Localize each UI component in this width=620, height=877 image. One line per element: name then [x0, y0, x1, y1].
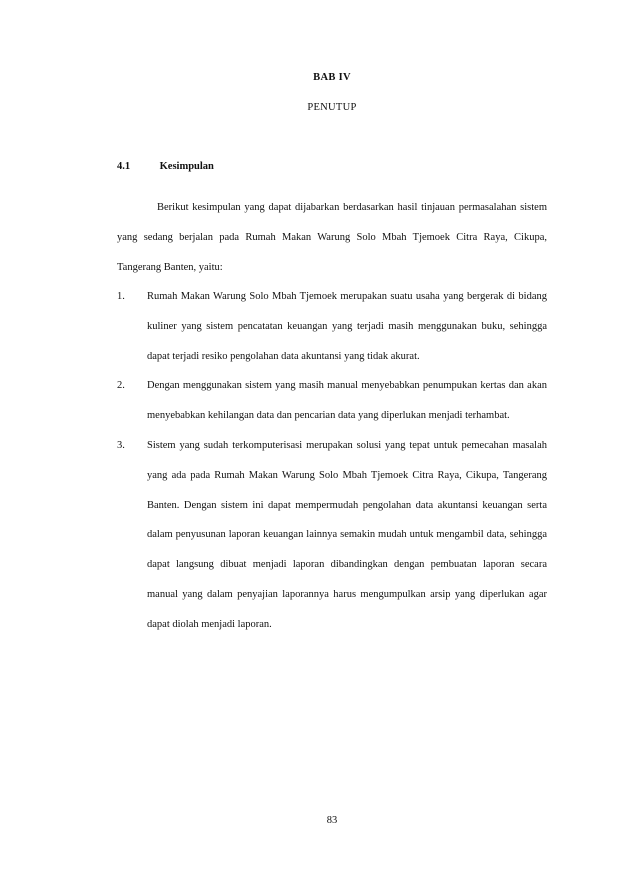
- section-title: Kesimpulan: [159, 161, 214, 172]
- section-number: 4.1: [117, 161, 131, 172]
- list-item: [117, 371, 547, 431]
- chapter-label: BAB IV: [313, 72, 351, 83]
- list-marker: 2.: [117, 380, 125, 392]
- list-marker: 3.: [117, 439, 125, 451]
- conclusion-list: [117, 282, 547, 640]
- list-item-text: Rumah Makan Warung Solo Mbah Tjemoek merupakan suatu usaha yang bergerak di bidang kuliner yang sistem pencatatan keuangan yang terjadi masih menggunakan buku, sehingga dapat terjadi resiko pengolahan data akuntansi yang tidak akurat.: [147, 291, 547, 362]
- chapter-title: PENUTUP: [307, 102, 357, 113]
- list-item: [117, 282, 547, 371]
- list-marker: 1.: [117, 291, 125, 302]
- section-heading: [117, 161, 214, 172]
- list-item-text: Dengan menggunakan sistem yang masih manual menyebabkan penumpukan kertas dan akan menyebabkan kehilangan data dan pencarian data yang diperlukan menjadi terhambat.: [147, 380, 547, 422]
- page-number: 83: [326, 815, 338, 826]
- list-item-text: Sistem yang sudah terkomputerisasi merupakan solusi yang tepat untuk pemecahan masalah yang ada pada Rumah Makan Warung Solo Mbah Tjemoek Citra Raya, Cikupa, Tangerang Banten. Dengan sistem ini dapat mempermudah pengolahan data akuntansi keuangan serta dalam penyusunan laporan keuangan lainnya semakin mudah untuk mengambil data, sehingga dapat langsung dibuat menjadi laporan dibandingkan dengan pembuatan laporan secara manual yang dalam penyajian laporannya harus mengumpulkan arsip yang diperlukan agar dapat diolah menjadi laporan.: [147, 439, 547, 630]
- list-item: [117, 431, 547, 640]
- intro-paragraph: Berikut kesimpulan yang dapat dijabarkan berdasarkan hasil tinjauan permasalahan sistem yang sedang berjalan pada Rumah Makan Warung Solo Mbah Tjemoek Citra Raya, Cikupa, Tangerang Banten, yaitu:: [117, 202, 547, 273]
